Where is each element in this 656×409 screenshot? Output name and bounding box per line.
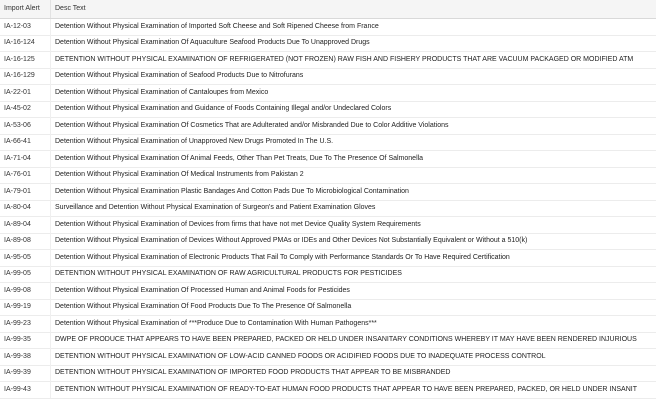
import-alert-cell: IA-45-02 — [0, 101, 51, 118]
table-row[interactable] — [0, 267, 656, 284]
import-alert-cell: IA-71-04 — [0, 151, 51, 168]
import-alert-cell: IA-89-04 — [0, 217, 51, 234]
table-row[interactable] — [0, 135, 656, 152]
desc-text-cell: DETENTION WITHOUT PHYSICAL EXAMINATION OF IMPORTED FOOD PRODUCTS THAT APPEAR TO BE MISBRANDED — [55, 369, 451, 376]
import-alert-cell: IA-22-01 — [0, 85, 51, 102]
import-alert-cell: IA-99-19 — [0, 299, 51, 316]
table-row[interactable] — [0, 85, 656, 102]
table-row[interactable] — [0, 366, 656, 383]
table-row[interactable] — [0, 283, 656, 300]
import-alert-cell: IA-16-124 — [0, 35, 51, 52]
import-alert-cell: IA-99-39 — [0, 365, 51, 382]
desc-text-cell: Detention Without Physical Examination of Imported Soft Cheese and Soft Ripened Cheese from France — [55, 22, 379, 30]
import-alert-cell: IA-99-23 — [0, 316, 51, 333]
import-alert-cell: IA-16-125 — [0, 52, 51, 69]
desc-text-cell: DETENTION WITHOUT PHYSICAL EXAMINATION OF RAW AGRICULTURAL PRODUCTS FOR PESTICIDES — [55, 270, 402, 277]
import-alert-cell: IA-99-35 — [0, 332, 51, 349]
desc-text-cell: DETENTION WITHOUT PHYSICAL EXAMINATION OF LOW-ACID CANNED FOODS OR ACIDIFIED FOODS DUE TO INADEQUATE PROCESS CONTROL — [55, 352, 546, 360]
import-alert-cell: IA-95-05 — [0, 250, 51, 267]
desc-text-cell: Detention Without Physical Examination of Unapproved New Drugs Promoted In The U.S. — [55, 138, 334, 145]
import-alert-cell: IA-76-01 — [0, 167, 51, 184]
table-header-row — [0, 0, 656, 19]
import-alert-cell: IA-12-03 — [0, 19, 51, 36]
desc-text-cell: Detention Without Physical Examination Plastic Bandages And Cotton Pads Due To Microbiological Contamination — [55, 187, 409, 195]
table-row[interactable] — [0, 69, 656, 86]
import-alert-cell: IA-99-08 — [0, 283, 51, 300]
table-row[interactable] — [0, 102, 656, 119]
import-alert-cell: IA-79-01 — [0, 184, 51, 201]
table-row[interactable] — [0, 19, 656, 36]
table-row[interactable] — [0, 36, 656, 53]
import-alert-cell: IA-80-04 — [0, 200, 51, 217]
desc-text-cell: Detention Without Physical Examination Of Processed Human and Animal Foods for Pesticides — [55, 286, 350, 294]
table-row[interactable] — [0, 217, 656, 234]
desc-text-cell: DWPE OF PRODUCE THAT APPEARS TO HAVE BEEN PREPARED, PACKED OR HELD UNDER INSANITARY CONDITIONS WHEREBY IT MAY HAVE BEEN RENDERED INJURIOUS — [55, 336, 637, 343]
desc-text-cell: Detention Without Physical Examination Of Food Products Due To The Presence Of Salmonella — [55, 303, 352, 310]
desc-text-cell: Detention Without Physical Examination and Guidance of Foods Containing Illegal and/or Undeclared Colors — [55, 105, 392, 112]
table-row[interactable] — [0, 151, 656, 168]
import-alert-cell: IA-99-43 — [0, 382, 51, 399]
table-row[interactable] — [0, 201, 656, 218]
table-row[interactable] — [0, 333, 656, 350]
table-row[interactable] — [0, 52, 656, 69]
import-alert-cell: IA-99-38 — [0, 349, 51, 366]
desc-text-cell: Detention Without Physical Examination of Seafood Products Due to Nitrofurans — [55, 72, 304, 79]
desc-text-cell: DETENTION WITHOUT PHYSICAL EXAMINATION OF READY-TO-EAT HUMAN FOOD PRODUCTS THAT APPEAR TO HAVE BEEN PREPARED, PACKED, OR HELD UNDER INSANIT — [55, 385, 637, 393]
desc-text-cell: Detention Without Physical Examination of ***Produce Due to Contamination With Human Pathogens*** — [55, 319, 377, 327]
import-alert-column-header[interactable]: Import Alert — [0, 0, 51, 18]
desc-text-cell: Detention Without Physical Examination Of Animal Feeds, Other Than Pet Treats, Due To The Presence Of Salmonella — [55, 154, 424, 162]
table-row[interactable] — [0, 118, 656, 135]
import-alert-cell: IA-16-129 — [0, 68, 51, 85]
desc-text-cell: Surveillance and Detention Without Physical Examination of Surgeon's and Patient Examination Gloves — [55, 204, 376, 211]
desc-text-cell: Detention Without Physical Examination of Cantaloupes from Mexico — [55, 88, 269, 96]
table-row[interactable] — [0, 234, 656, 251]
desc-text-cell: Detention Without Physical Examination Of Cosmetics That are Adulterated and/or Misbranded Due to Color Additive Violations — [55, 121, 449, 129]
table-body — [0, 19, 656, 399]
desc-text-column-header[interactable]: Desc Text — [55, 5, 86, 12]
desc-text-cell: Detention Without Physical Examination Of Medical Instruments from Pakistan 2 — [55, 171, 304, 178]
table-row[interactable] — [0, 300, 656, 317]
table-row[interactable] — [0, 382, 656, 399]
import-alert-cell: IA-66-41 — [0, 134, 51, 151]
desc-text-cell: DETENTION WITHOUT PHYSICAL EXAMINATION OF REFRIGERATED (NOT FROZEN) RAW FISH AND FISHERY PRODUCTS THAT ARE VACUUM PACKAGED OR MODIFIED ATM — [55, 55, 634, 63]
table-row[interactable] — [0, 349, 656, 366]
table-row[interactable] — [0, 250, 656, 267]
import-alert-cell: IA-53-06 — [0, 118, 51, 135]
desc-text-cell: Detention Without Physical Examination Of Aquaculture Seafood Products Due To Unapproved Drugs — [55, 39, 370, 46]
import-alert-cell: IA-89-08 — [0, 233, 51, 250]
table-row[interactable] — [0, 184, 656, 201]
desc-text-cell: Detention Without Physical Examination of Devices from firms that have not met Device Quality System Requirements — [55, 220, 421, 228]
import-alert-cell: IA-99-05 — [0, 266, 51, 283]
table-row[interactable] — [0, 316, 656, 333]
table-row[interactable] — [0, 168, 656, 185]
desc-text-cell: Detention Without Physical Examination of Electronic Products That Fail To Comply with Performance Standards Or To Have Required Certification — [55, 253, 510, 261]
desc-text-cell: Detention Without Physical Examination of Devices Without Approved PMAs or IDEs and Other Devices Not Substantially Equivalent or Without a 510(k) — [55, 237, 528, 244]
